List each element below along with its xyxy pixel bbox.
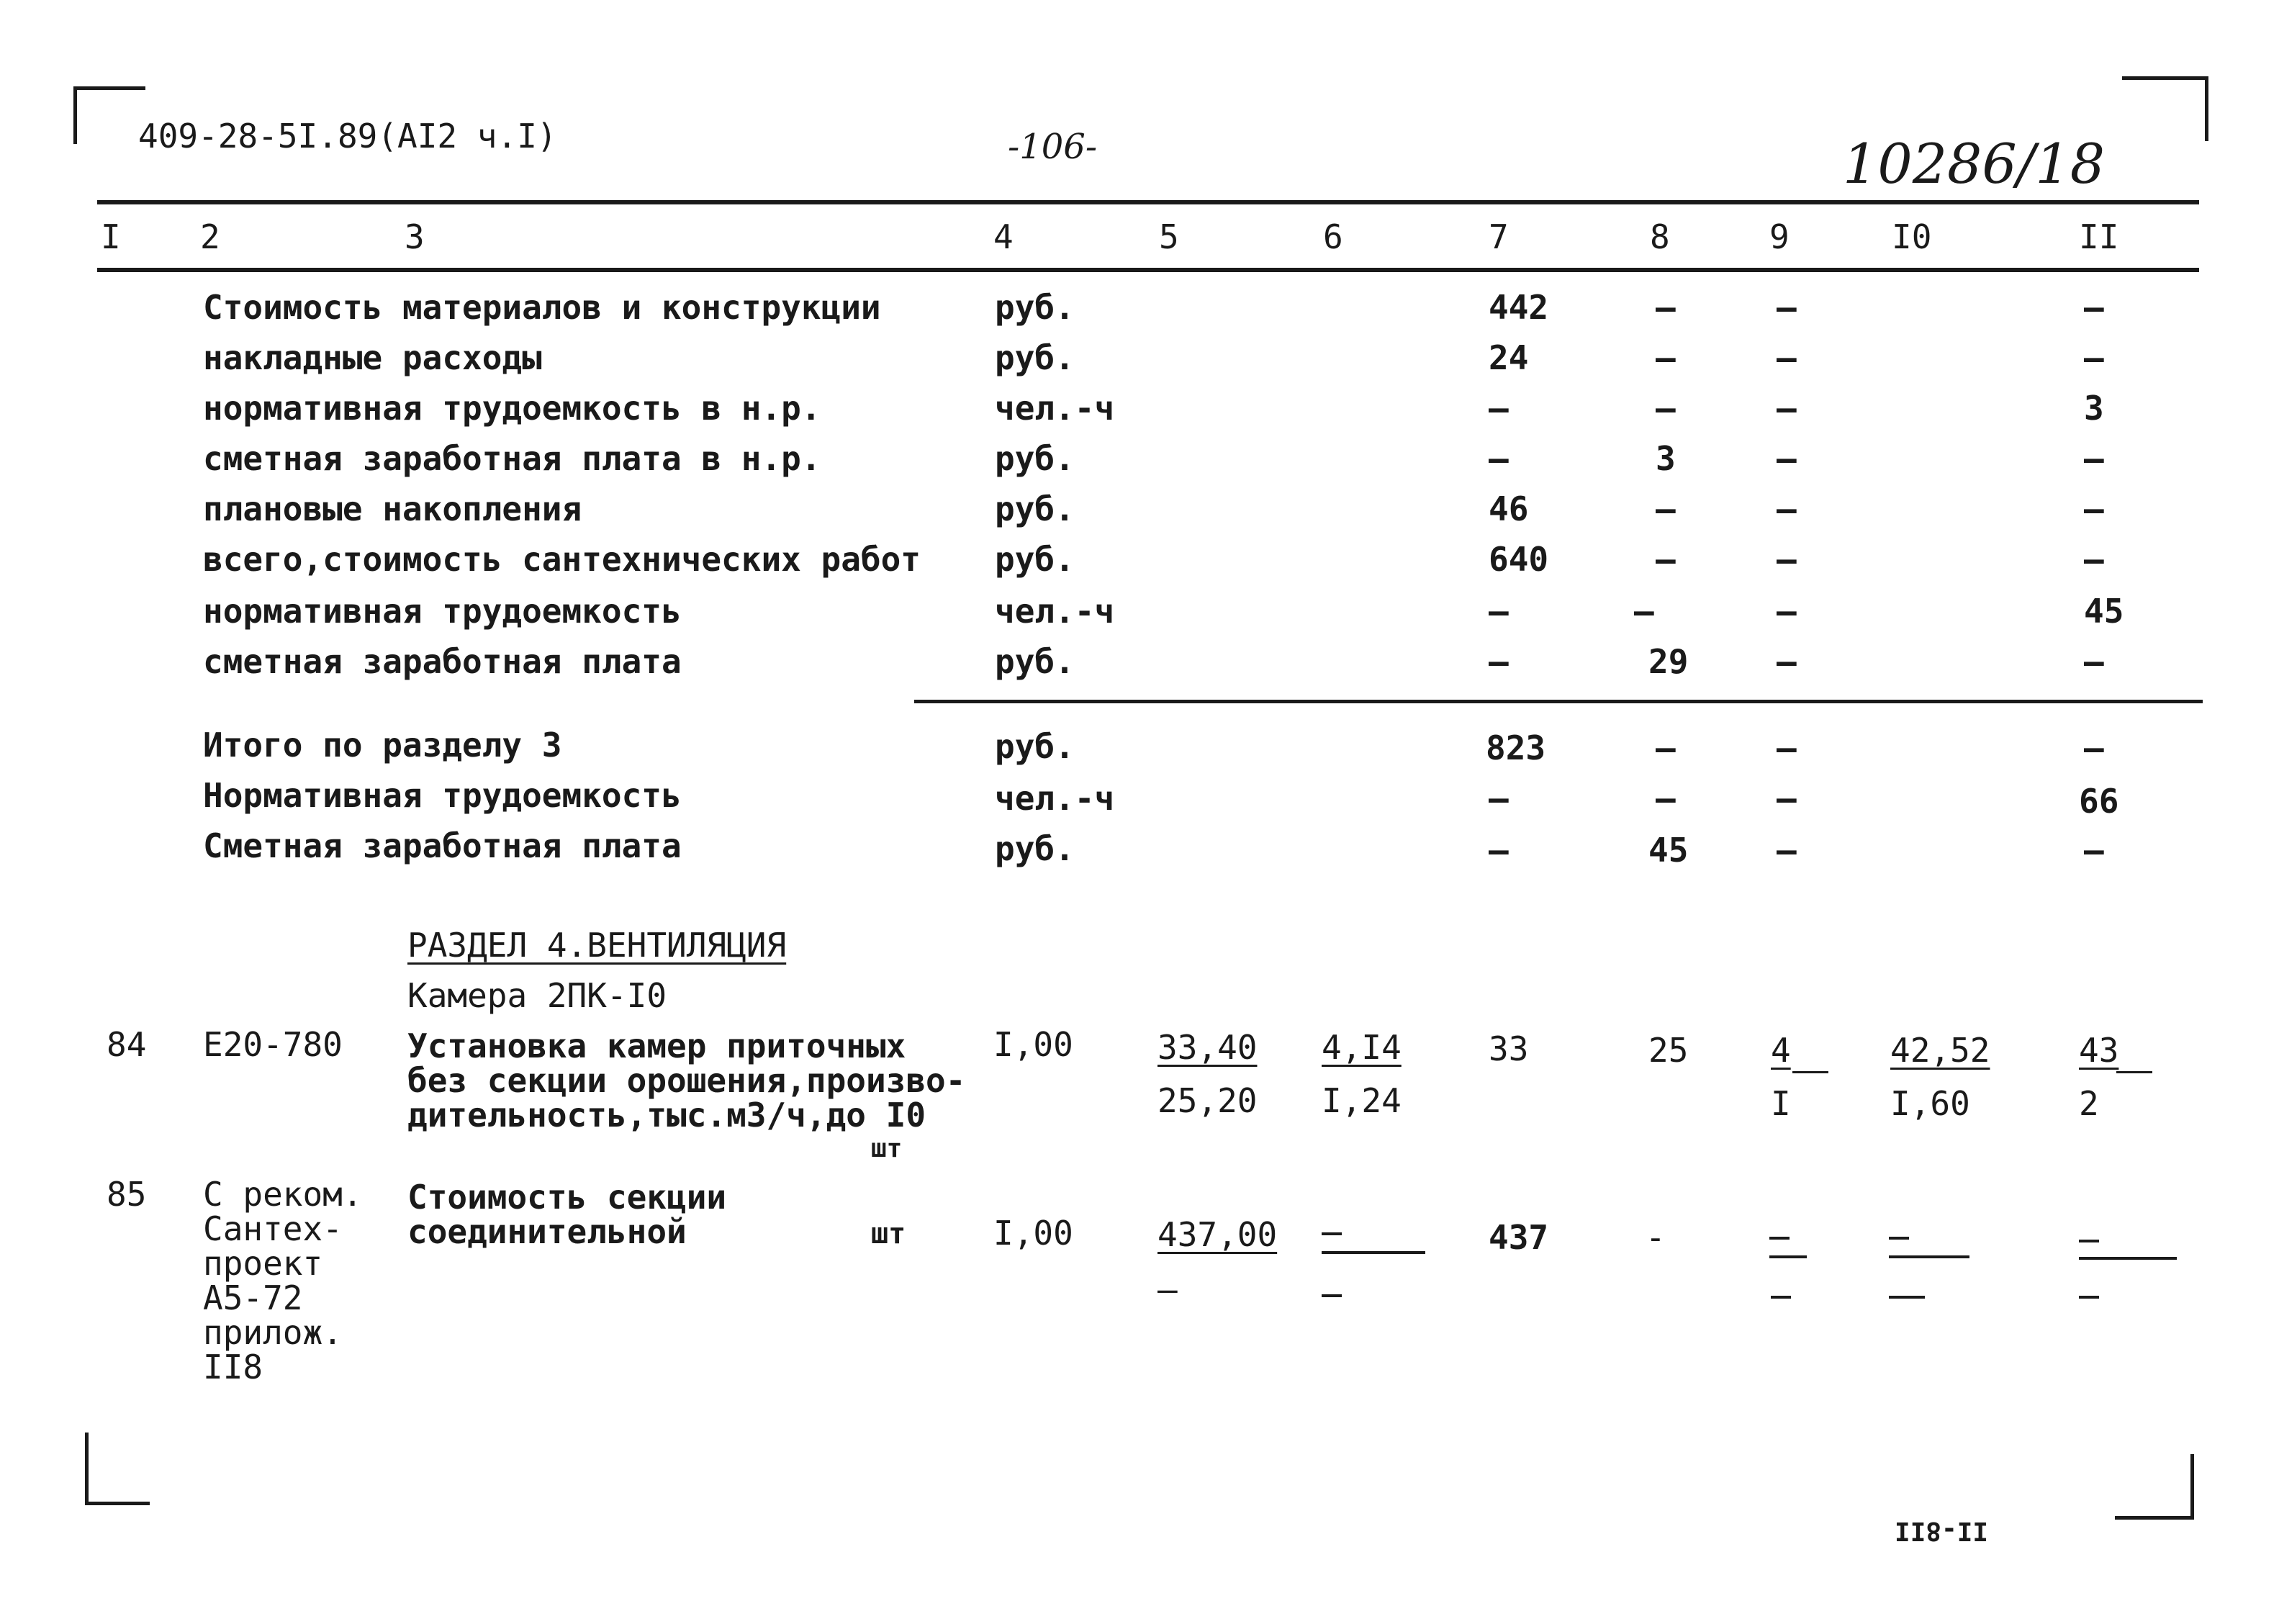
section-subtitle: Камера 2ПК-I0 — [407, 976, 667, 1015]
empty-value-mark — [1889, 1296, 1925, 1299]
row-col7: 46 — [1489, 490, 1529, 528]
row-name: Нормативная трудоемкость — [203, 776, 682, 815]
row-col7: – — [1489, 439, 1509, 478]
empty-value-mark — [1889, 1255, 1969, 1258]
item-col6-top: 4,I4 — [1322, 1028, 1402, 1067]
row-name: всего,стоимость сантехнических работ — [203, 540, 921, 579]
column-header: 6 — [1323, 217, 1343, 256]
item-code-line: С реком. — [203, 1175, 363, 1214]
item-col5-top: 33,40 — [1157, 1028, 1258, 1067]
item-col8: - — [1646, 1218, 1666, 1257]
row-col11: – — [2084, 831, 2104, 870]
row-unit: руб. — [995, 829, 1075, 868]
item-col5-top: 437,00 — [1157, 1215, 1278, 1254]
row-col8: – — [1634, 592, 1654, 631]
row-col7: – — [1489, 642, 1509, 681]
row-col9: – — [1777, 540, 1797, 579]
item-col8: 25 — [1648, 1031, 1689, 1070]
empty-value-mark — [1771, 1296, 1791, 1299]
row-col9: – — [1777, 490, 1797, 528]
underline-mark — [1792, 1071, 1828, 1073]
item-col11-top: 43 — [2079, 1031, 2119, 1070]
empty-value-mark — [1322, 1232, 1342, 1235]
row-unit: руб. — [995, 288, 1075, 327]
item-unit: шт — [871, 1217, 906, 1250]
row-name: нормативная трудоемкость в н.р. — [203, 389, 821, 428]
row-col11: – — [2084, 490, 2104, 528]
row-unit: руб. — [995, 439, 1075, 478]
row-name: сметная заработная плата в н.р. — [203, 439, 821, 478]
row-unit: руб. — [995, 540, 1075, 579]
empty-value-mark — [2079, 1296, 2099, 1299]
item-col10-bottom: I,60 — [1890, 1084, 1970, 1123]
row-col7: 823 — [1486, 728, 1546, 767]
row-col9: – — [1777, 288, 1797, 327]
row-unit: чел.-ч — [995, 389, 1115, 428]
row-col11: – — [2084, 439, 2104, 478]
item-description-line: без секции орошения,произво- — [407, 1061, 966, 1100]
row-col9: – — [1777, 779, 1797, 818]
row-col9: – — [1777, 831, 1797, 870]
column-header: I0 — [1892, 217, 1932, 256]
row-col11: 45 — [2084, 592, 2124, 631]
row-name: накладные расходы — [203, 338, 542, 377]
empty-value-mark — [1322, 1251, 1425, 1254]
row-col7: 640 — [1489, 540, 1549, 579]
column-header: II — [2079, 217, 2119, 256]
row-col7: – — [1489, 779, 1509, 818]
row-unit: руб. — [995, 338, 1075, 377]
row-col8: – — [1656, 389, 1676, 428]
row-col8: – — [1656, 338, 1676, 377]
item-description-line: дительность,тыс.м3/ч,до I0 — [407, 1096, 926, 1134]
item-col5-bottom: 25,20 — [1157, 1081, 1258, 1120]
row-unit: чел.-ч — [995, 592, 1115, 631]
page-number: -106- — [1008, 127, 1098, 167]
item-description-line: Стоимость секции — [407, 1178, 727, 1217]
row-col11: – — [2084, 728, 2104, 767]
item-code-line: А5-72 — [203, 1278, 303, 1317]
item-number: 85 — [107, 1175, 147, 1214]
row-name: плановые накопления — [203, 490, 582, 528]
row-col7: – — [1489, 592, 1509, 631]
item-col11-bottom: 2 — [2079, 1084, 2099, 1123]
item-quantity: I,00 — [993, 1025, 1073, 1064]
column-header: I — [101, 217, 121, 256]
item-description-line: Установка камер приточных — [407, 1027, 906, 1065]
item-col6-bottom: I,24 — [1322, 1081, 1402, 1120]
item-code-line: проект — [203, 1244, 323, 1283]
item-col5-bottom: – — [1157, 1270, 1178, 1309]
empty-value-mark — [1322, 1294, 1342, 1297]
item-code-line: прилож. — [203, 1313, 343, 1352]
row-name: Стоимость материалов и конструкции — [203, 288, 881, 327]
empty-value-mark — [1889, 1237, 1909, 1240]
empty-value-mark — [2079, 1257, 2177, 1260]
archive-number: 10286/18 — [1843, 132, 2106, 196]
item-code-line: II8 — [203, 1348, 263, 1386]
item-description-line: соединительной — [407, 1212, 687, 1251]
row-col9: – — [1777, 338, 1797, 377]
item-code-line: Сантех- — [203, 1209, 343, 1248]
row-name: Итого по разделу 3 — [203, 726, 562, 764]
row-col9: – — [1777, 642, 1797, 681]
row-col7: – — [1489, 831, 1509, 870]
row-col8: – — [1656, 728, 1676, 767]
row-col11: – — [2084, 288, 2104, 327]
item-col7: 437 — [1489, 1218, 1549, 1257]
row-col8: – — [1656, 540, 1676, 579]
row-col11: 3 — [2084, 389, 2104, 428]
table-top-rule — [97, 200, 2199, 204]
empty-value-mark — [1769, 1255, 1807, 1258]
empty-value-mark — [1769, 1237, 1790, 1240]
column-header: 9 — [1769, 217, 1790, 256]
row-col9: – — [1777, 728, 1797, 767]
column-header: 4 — [993, 217, 1014, 256]
row-name: нормативная трудоемкость — [203, 592, 682, 631]
row-col9: – — [1777, 592, 1797, 631]
row-col8: 29 — [1648, 642, 1689, 681]
row-unit: руб. — [995, 642, 1075, 681]
row-col11: 66 — [2079, 782, 2119, 821]
row-name: сметная заработная плата — [203, 642, 682, 681]
item-unit: шт — [871, 1134, 903, 1163]
row-col8: 3 — [1656, 439, 1676, 478]
row-unit: руб. — [995, 490, 1075, 528]
row-col8: – — [1656, 490, 1676, 528]
row-col8: 45 — [1648, 831, 1689, 870]
table-header-rule — [97, 268, 2199, 272]
row-col7: – — [1489, 389, 1509, 428]
footer-stamp: II-8II — [1895, 1516, 1989, 1546]
row-col11: – — [2084, 642, 2104, 681]
section-title: РАЗДЕЛ 4.ВЕНТИЛЯЦИЯ — [407, 926, 787, 965]
item-col9-bottom: I — [1771, 1084, 1791, 1123]
item-col7: 33 — [1489, 1029, 1529, 1068]
underline-mark — [2116, 1071, 2152, 1073]
row-col11: – — [2084, 540, 2104, 579]
row-col7: 24 — [1489, 338, 1529, 377]
subtotal-rule — [914, 700, 2203, 703]
item-col10-top: 42,52 — [1890, 1031, 1990, 1070]
column-header: 3 — [405, 217, 425, 256]
item-code: Е20-780 — [203, 1025, 343, 1064]
row-col9: – — [1777, 439, 1797, 478]
row-unit: чел.-ч — [995, 779, 1115, 818]
column-header: 5 — [1159, 217, 1179, 256]
row-col11: – — [2084, 338, 2104, 377]
row-col8: – — [1656, 779, 1676, 818]
document-code: 409-28-5I.89(АI2 ч.I) — [138, 117, 557, 155]
row-col9: – — [1777, 389, 1797, 428]
column-header: 8 — [1650, 217, 1670, 256]
column-header: 2 — [200, 217, 220, 256]
column-header: 7 — [1489, 217, 1509, 256]
row-col8: – — [1656, 288, 1676, 327]
empty-value-mark — [2079, 1240, 2099, 1242]
row-unit: руб. — [995, 727, 1075, 766]
item-col9-top: 4 — [1771, 1031, 1791, 1070]
row-col7: 442 — [1489, 288, 1549, 327]
item-number: 84 — [107, 1025, 147, 1064]
row-name: Сметная заработная плата — [203, 826, 682, 865]
item-quantity: I,00 — [993, 1214, 1073, 1253]
